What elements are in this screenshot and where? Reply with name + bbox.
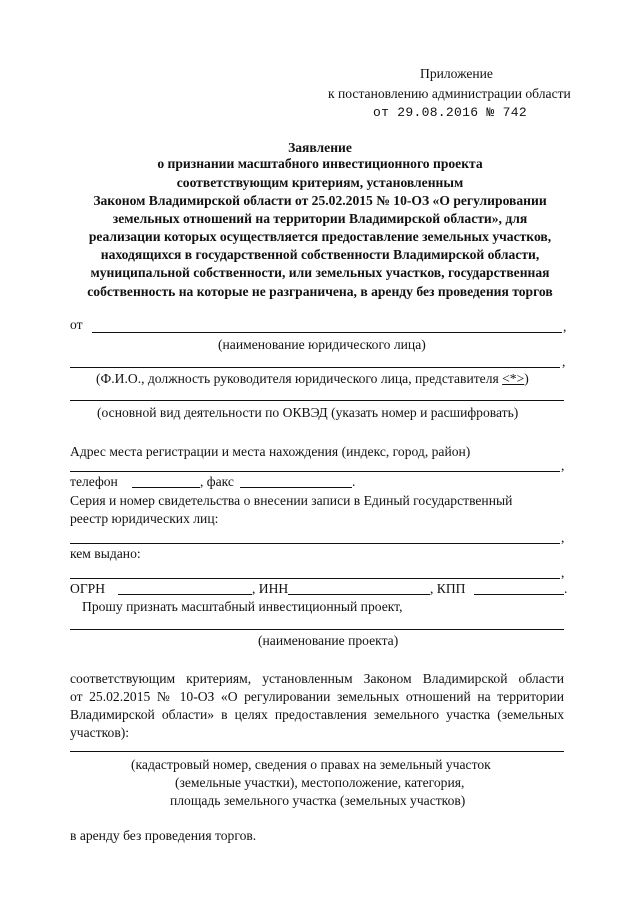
fax-label: , факс: [200, 474, 234, 489]
head-person-caption: (Ф.И.О., должность руководителя юридического лица, представителя <*>): [96, 371, 529, 386]
org-name-field[interactable]: [92, 332, 562, 333]
appendix-date-number: от 29.08.2016 № 742: [373, 105, 527, 120]
criteria-line-3: Владимирской области» в целях предоставления земельного участка (земельных: [70, 707, 564, 722]
kpp-label: , КПП: [430, 581, 466, 596]
ogrn-field[interactable]: [118, 594, 252, 595]
inn-label: , ИНН: [252, 581, 289, 596]
title-line-1: о признании масштабного инвестиционного проекта: [157, 156, 483, 171]
phone-field[interactable]: [132, 487, 200, 488]
org-name-caption: (наименование юридического лица): [218, 337, 426, 352]
title-line-3: Законом Владимирской области от 25.02.2015 № 10-ОЗ «О регулировании: [93, 193, 547, 208]
kpp-field[interactable]: [474, 594, 564, 595]
from-label: от: [70, 317, 83, 332]
issued-by-field[interactable]: [70, 578, 560, 579]
closing-text: в аренду без проведения торгов.: [70, 828, 257, 843]
address-field[interactable]: [70, 471, 560, 472]
land-plot-field[interactable]: [70, 751, 564, 752]
document-heading: Заявление: [288, 140, 352, 155]
certificate-line-1: Серия и номер свидетельства о внесении записи в Единый государственный: [70, 493, 513, 508]
inn-field[interactable]: [288, 594, 430, 595]
okved-caption: (основной вид деятельности по ОКВЭД (указать номер и расшифровать): [97, 405, 519, 420]
head-person-field[interactable]: [70, 367, 560, 368]
appendix-title: Приложение: [420, 66, 493, 81]
land-caption-line-2: (земельные участки), местоположение, категория,: [175, 775, 465, 790]
title-line-8: собственность на которые не разграничена, в аренду без проведения торгов: [87, 284, 553, 299]
request-text: Прошу признать масштабный инвестиционный проект,: [82, 599, 403, 614]
project-name-caption: (наименование проекта): [258, 633, 399, 648]
appendix-reference: к постановлению администрации области: [328, 86, 571, 101]
criteria-line-4: участков):: [70, 725, 130, 740]
land-caption-line-1: (кадастровый номер, сведения о правах на земельный участок: [131, 757, 491, 772]
issued-by-label: кем выдано:: [70, 546, 141, 561]
land-caption-line-3: площадь земельного участка (земельных участков): [170, 793, 466, 808]
certificate-line-2: реестр юридических лиц:: [70, 511, 219, 526]
title-line-5: реализации которых осуществляется предоставление земельных участков,: [88, 229, 552, 244]
address-label: Адрес места регистрации и места нахождения (индекс, город, район): [70, 444, 471, 459]
fax-field[interactable]: [240, 487, 352, 488]
project-name-field[interactable]: [70, 629, 564, 630]
phone-label: телефон: [70, 474, 118, 489]
ogrn-label: ОГРН: [70, 581, 106, 596]
title-line-2: соответствующим критериям, установленным: [176, 175, 464, 190]
criteria-line-1: соответствующим критериям, установленным Законом Владимирской области: [70, 671, 564, 686]
okved-field[interactable]: [70, 400, 564, 401]
title-line-7: муниципальной собственности, или земельных участков, государственная: [90, 265, 550, 280]
certificate-field[interactable]: [70, 543, 560, 544]
title-line-6: находящихся в государственной собственности Владимирской области,: [100, 247, 540, 262]
title-line-4: земельных отношений на территории Владимирской области», для: [112, 211, 528, 226]
criteria-line-2: от 25.02.2015 № 10-ОЗ «О регулировании земельных отношений на территории: [70, 689, 564, 704]
